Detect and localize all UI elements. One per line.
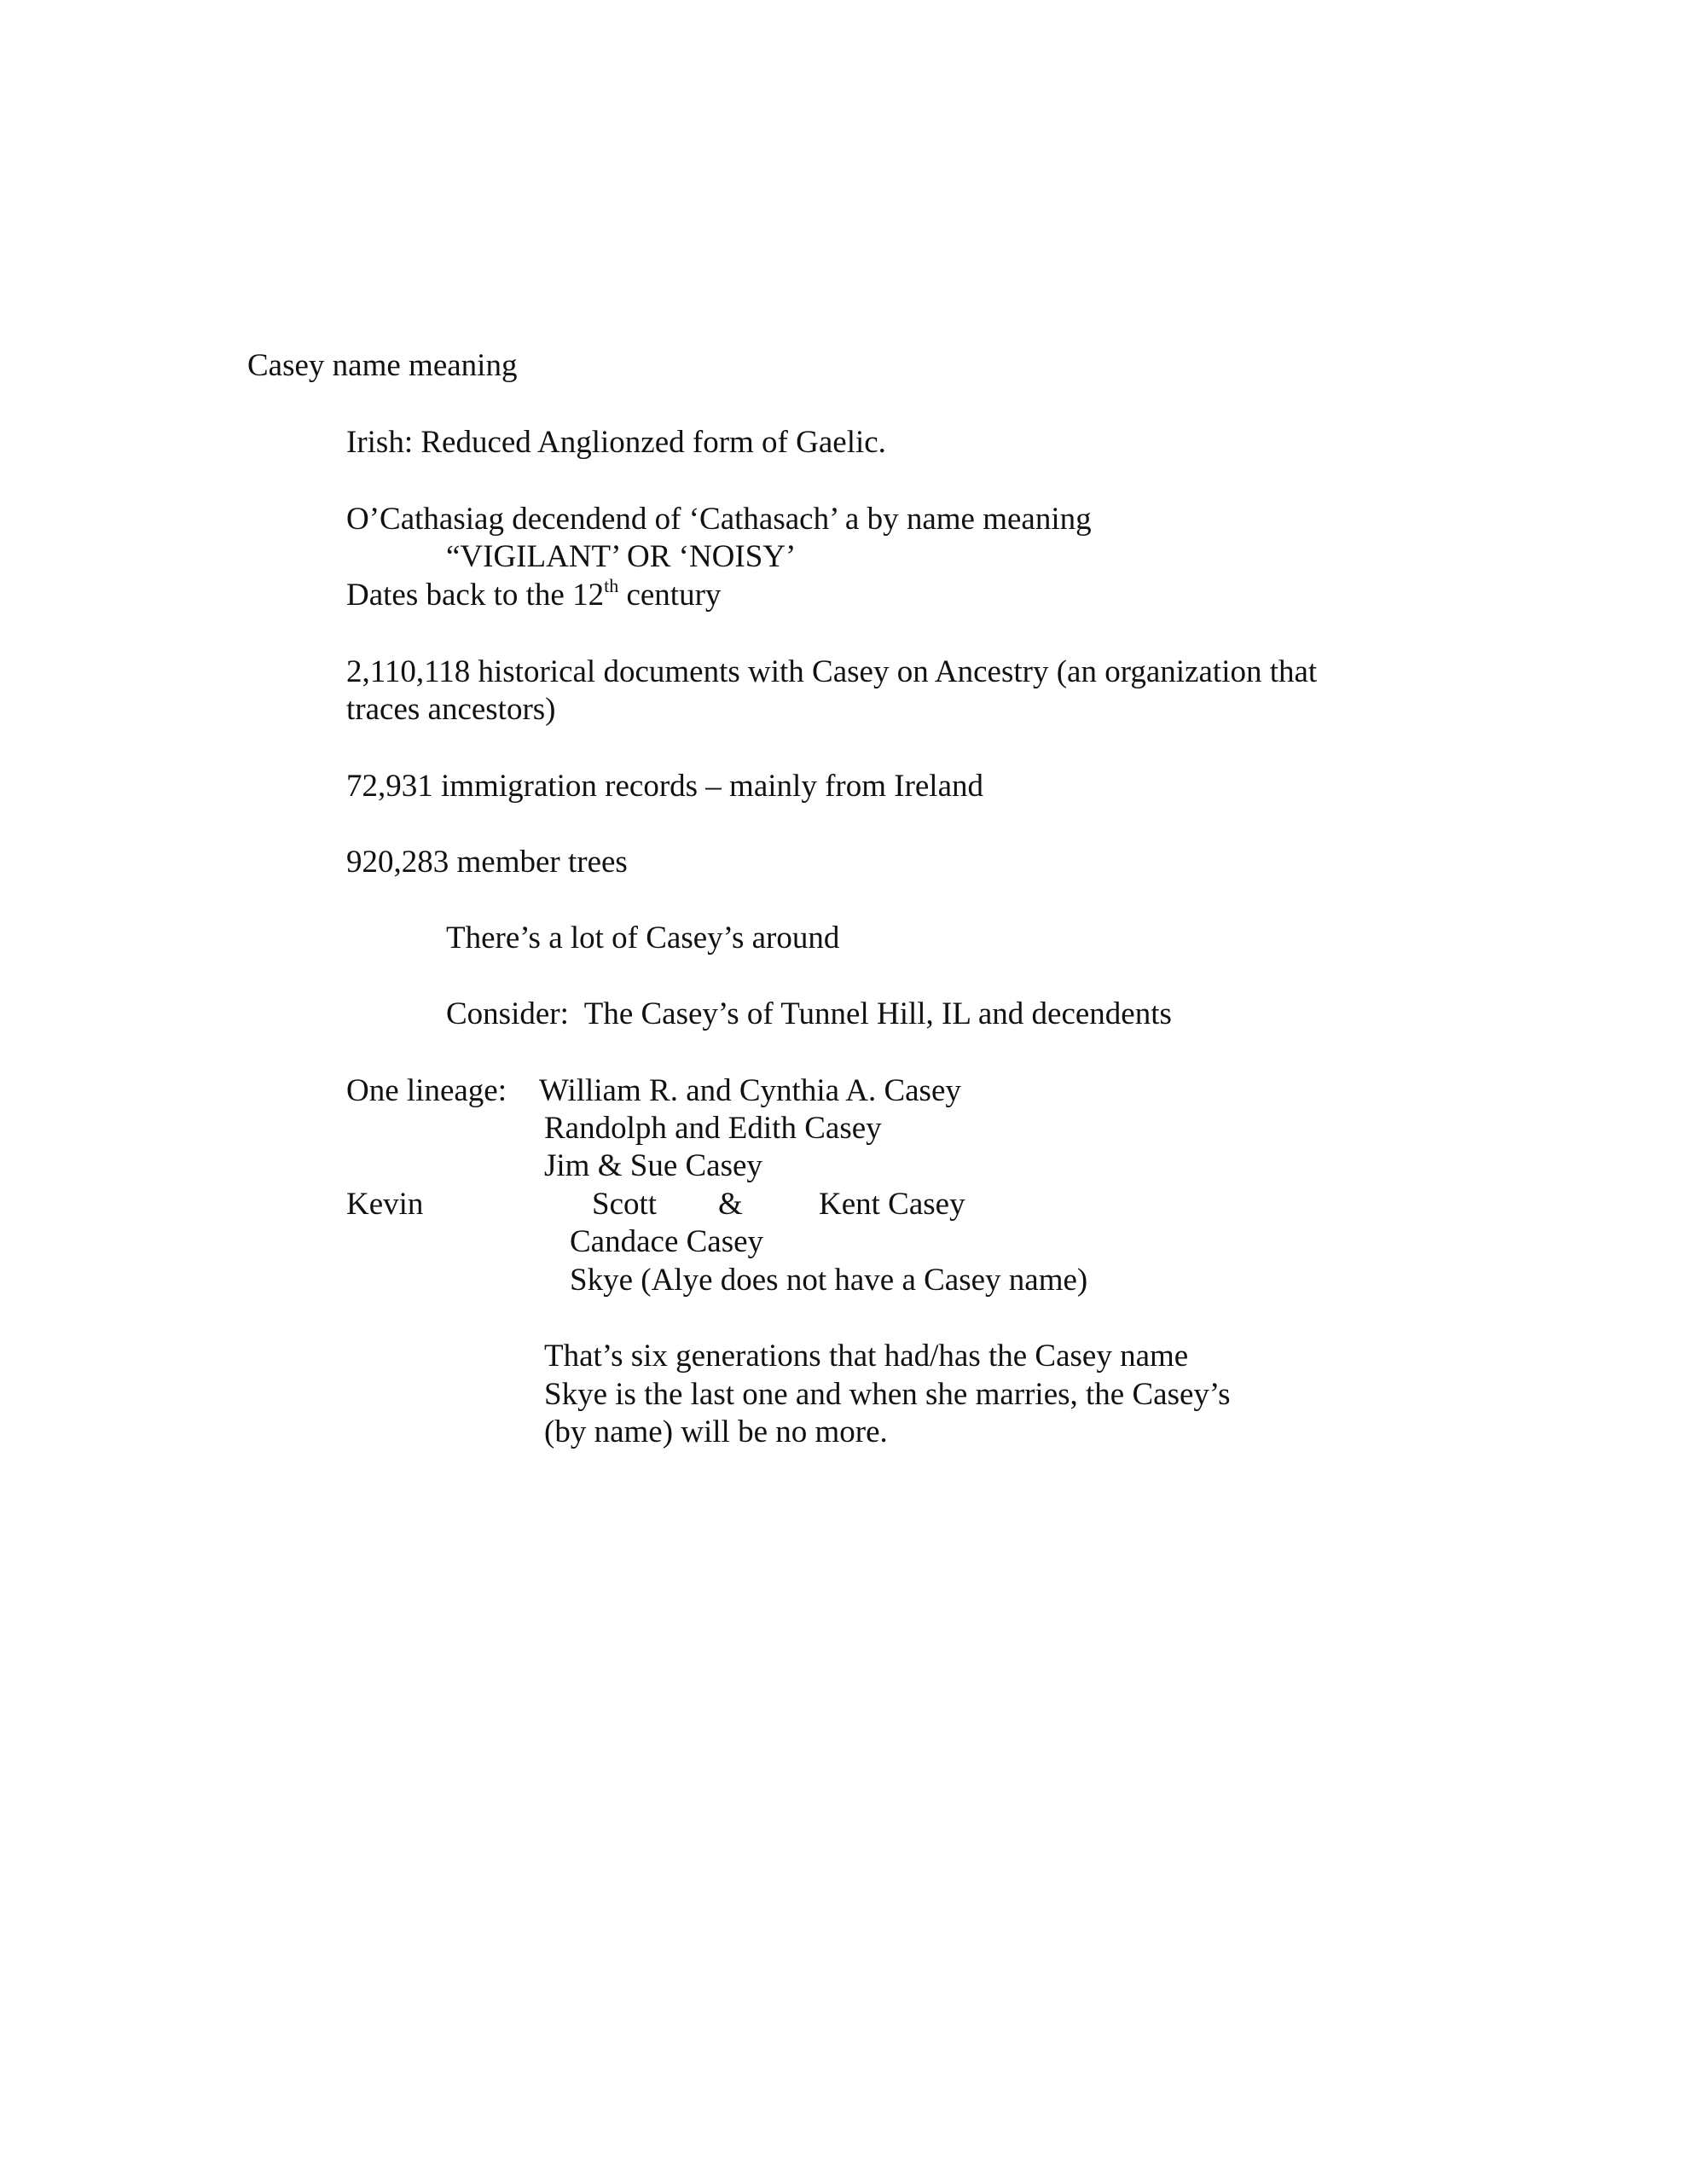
ancestry-text-line1: 2,110,118 historical documents with Casey on Ancestry (an organization that — [346, 654, 1318, 689]
dates-prefix: Dates back to the 12 — [346, 578, 605, 613]
lineage-generation-5: Candace Casey — [570, 1224, 764, 1259]
lineage-generation-2: Randolph and Edith Casey — [544, 1111, 882, 1146]
member-trees-text: 920,283 member trees — [346, 845, 628, 880]
lineage-generation-4-kevin: Kevin — [346, 1187, 424, 1222]
lineage-generation-4-kent: Kent Casey — [819, 1187, 965, 1222]
lineage-generation-4-scott: Scott — [592, 1187, 658, 1222]
page-title: Casey name meaning — [247, 348, 518, 383]
lineage-generation-1: William R. and Cynthia A. Casey — [539, 1073, 961, 1108]
closing-text-line1: That’s six generations that had/has the Casey name — [544, 1339, 1189, 1374]
origin-text: Irish: Reduced Anglionzed form of Gaelic. — [346, 425, 886, 460]
meaning-text-line2: “VIGILANT’ OR ‘NOISY’ — [446, 539, 797, 574]
lineage-generation-4-ampersand: & — [718, 1187, 743, 1222]
lineage-generation-3: Jim & Sue Casey — [544, 1148, 762, 1183]
immigration-text: 72,931 immigration records – mainly from Ireland — [346, 769, 984, 804]
closing-text-line2: Skye is the last one and when she marries, the Casey’s — [544, 1377, 1231, 1412]
meaning-text-line1: O’Cathasiag decendend of ‘Cathasach’ a by name meaning — [346, 502, 1092, 537]
lots-of-caseys-text: There’s a lot of Casey’s around — [446, 921, 840, 956]
dates-text — [346, 575, 722, 613]
lineage-label: One lineage: — [346, 1073, 507, 1108]
closing-text-line3: (by name) will be no more. — [544, 1414, 888, 1449]
dates-superscript: th — [604, 575, 619, 596]
dates-suffix: century — [618, 578, 722, 613]
ancestry-text-line2: traces ancestors) — [346, 692, 556, 727]
lineage-generation-6: Skye (Alye does not have a Casey name) — [570, 1263, 1088, 1298]
consider-text: Consider: The Casey’s of Tunnel Hill, IL and decendents — [446, 996, 1172, 1031]
